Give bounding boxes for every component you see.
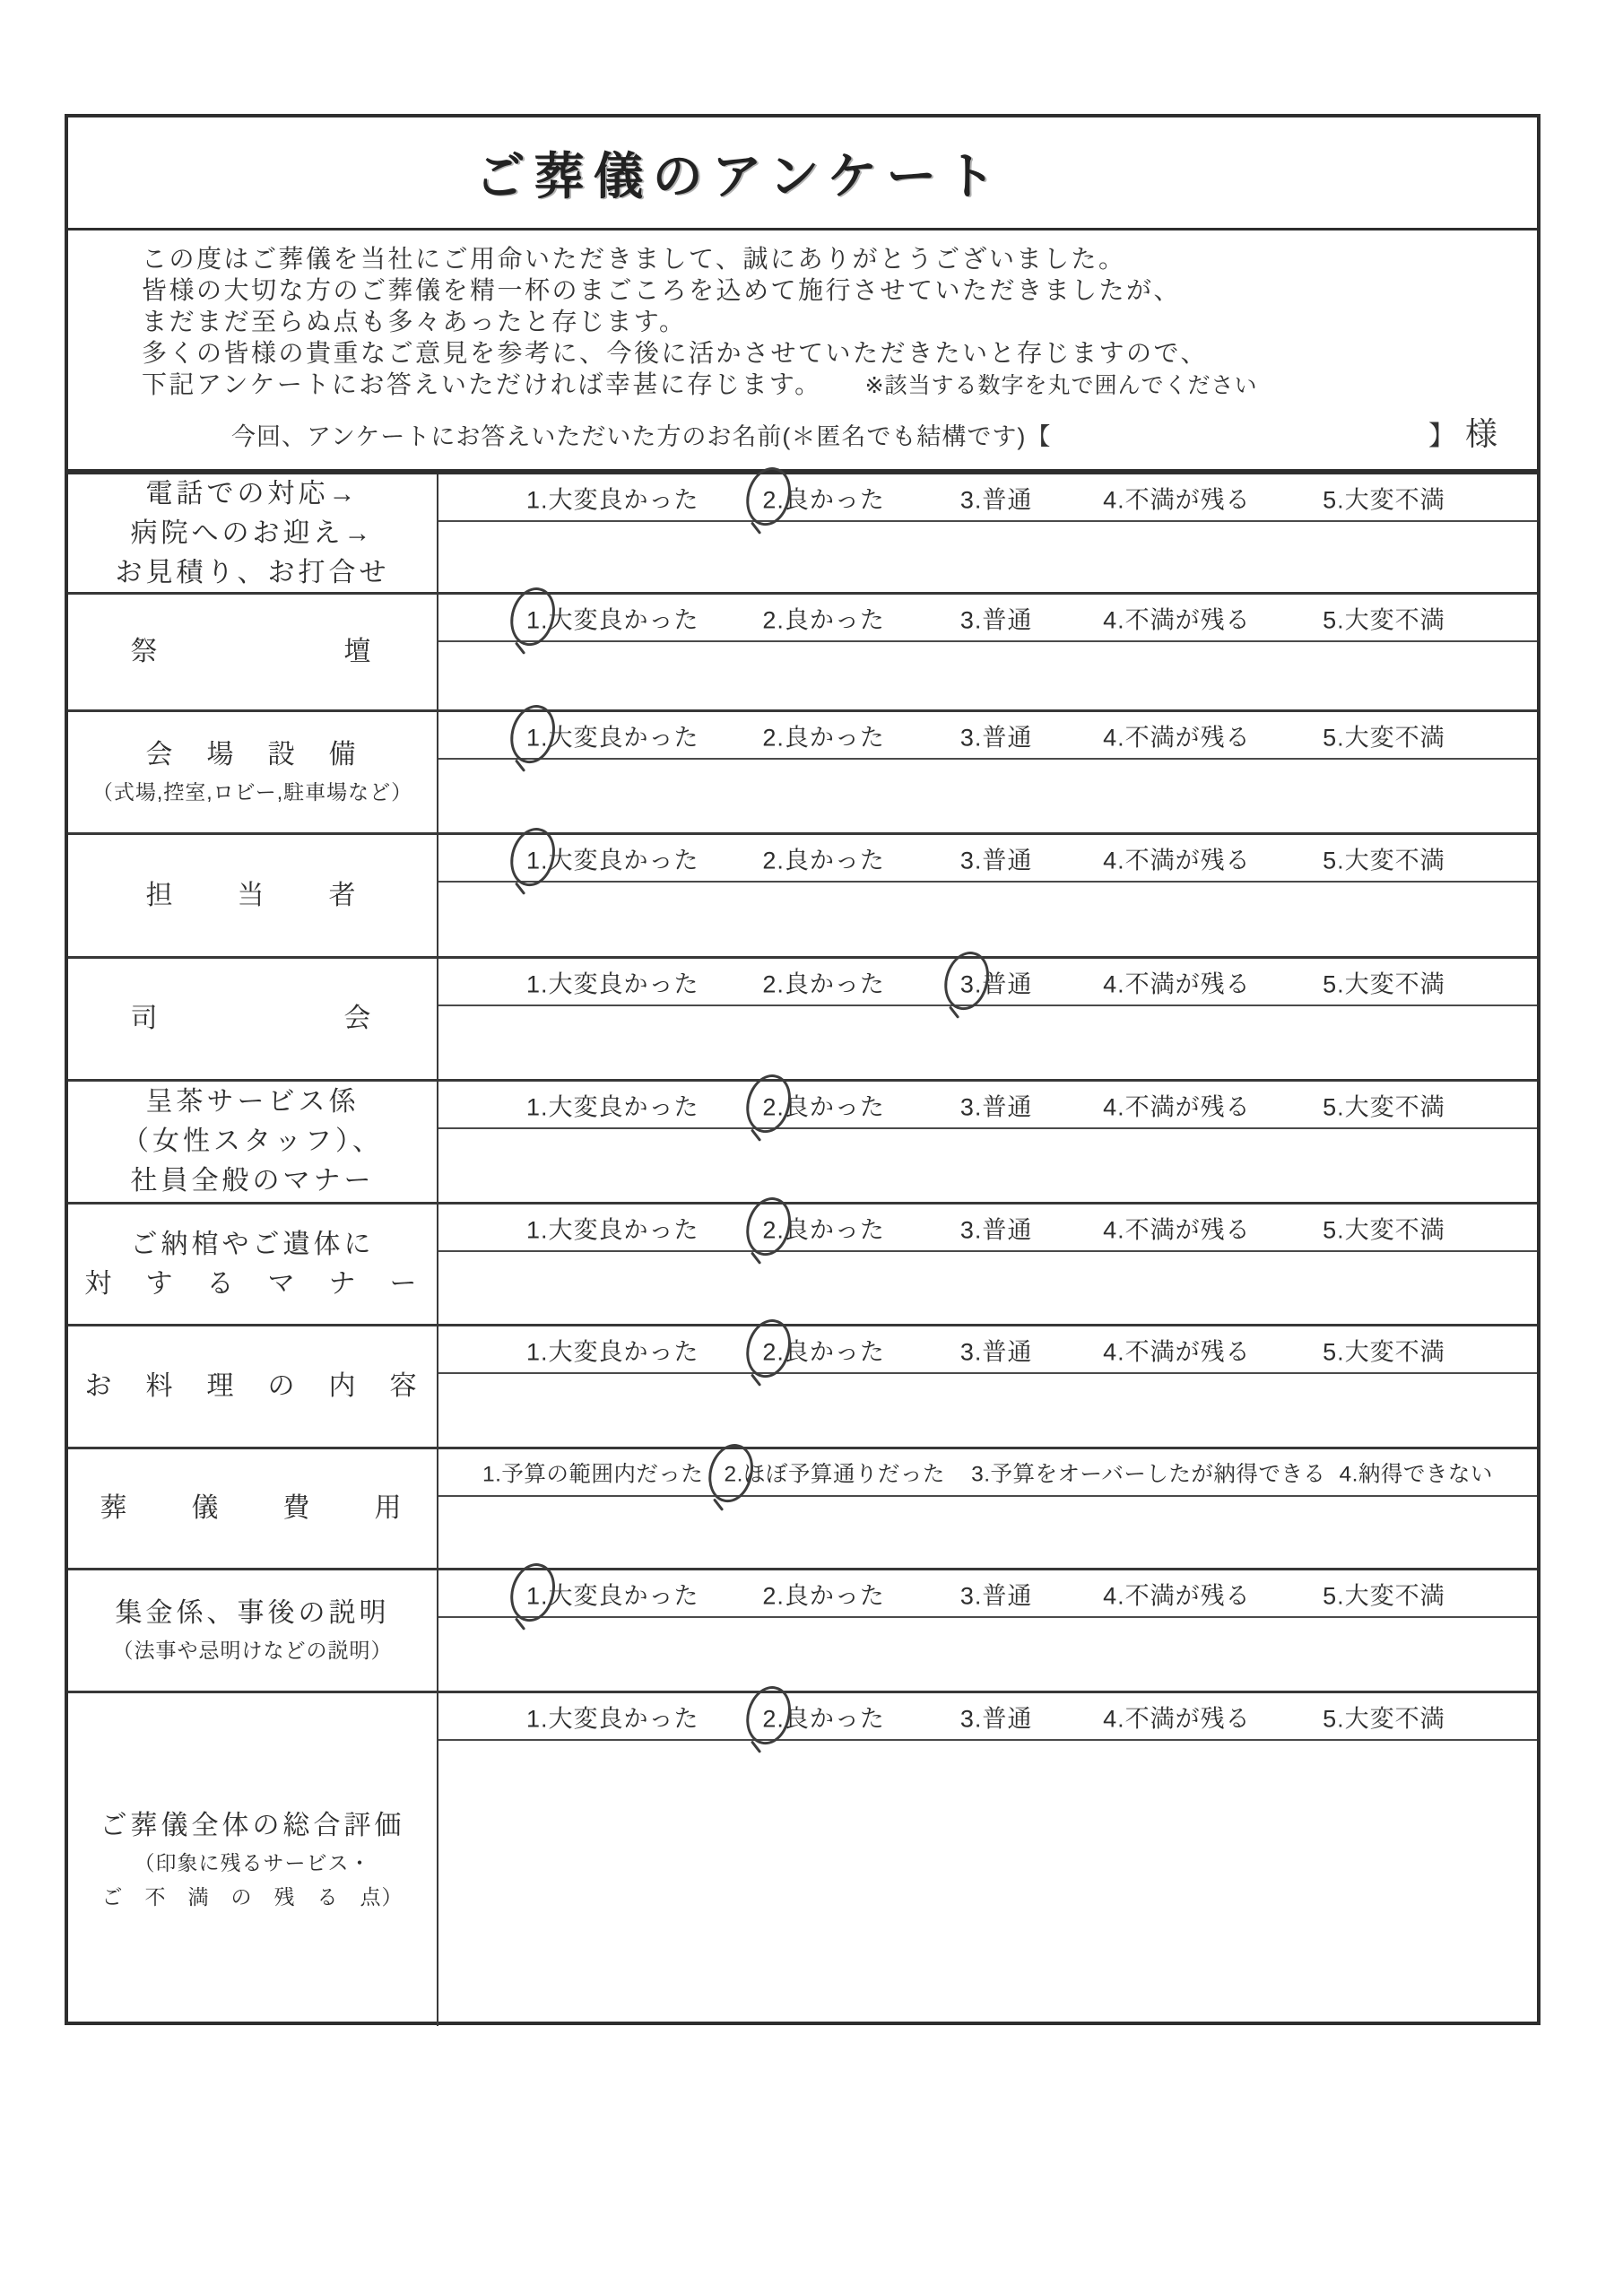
rating-options-line xyxy=(438,1082,1537,1129)
row-label-line: （印象に残るサービス・ xyxy=(134,1850,371,1874)
rating-option: 1.大変良かった xyxy=(526,1705,699,1732)
comment-area xyxy=(438,1252,1537,1324)
comment-area xyxy=(438,883,1537,956)
circle-instruction-note: ※該当する数字を丸で囲んでください xyxy=(864,373,1258,398)
intro-line: 多くの皆様の貴重なご意見を参考に、今後に活かさせていただきたいと存じますので、 xyxy=(142,339,1208,367)
row-label-line: 対 す る マ ナ ー xyxy=(84,1268,421,1299)
row-label-line: ご納棺やご遺体に xyxy=(130,1229,375,1259)
rating-options-line xyxy=(438,959,1537,1006)
row-label-line: （法事や忌明けなどの説明） xyxy=(112,1639,393,1662)
comment-area xyxy=(438,522,1537,592)
row-answer-cell xyxy=(438,595,1537,709)
row-label xyxy=(68,595,438,709)
comment-area xyxy=(438,1497,1537,1568)
intro-line: この度はご葬儀を当社にご用命いただきまして、誠にありがとうございました。 xyxy=(142,245,1126,273)
rating-option: 4.不満が残る xyxy=(1103,970,1251,997)
page-title: ご葬儀のアンケート xyxy=(474,147,1005,204)
rating-option: 3.普通 xyxy=(959,1338,1033,1365)
comment-area xyxy=(438,1618,1537,1691)
rating-options-line xyxy=(438,474,1537,522)
rating-option: 5.大変不満 xyxy=(1323,1093,1445,1120)
row-answer-cell xyxy=(438,1449,1537,1568)
row-label-line: 司 会 xyxy=(130,1004,375,1033)
comment-area xyxy=(438,1741,1537,2026)
rating-option: 4.不満が残る xyxy=(1103,1216,1251,1243)
row-label xyxy=(68,712,438,832)
rating-option: 1.大変良かった xyxy=(526,1216,699,1243)
row-label-line: 祭 壇 xyxy=(130,637,375,666)
rating-option: 4.不満が残る xyxy=(1103,847,1251,874)
rating-options-line xyxy=(438,1449,1537,1497)
rating-option: 5.大変不満 xyxy=(1323,847,1445,874)
rating-option: 5.大変不満 xyxy=(1323,486,1445,513)
row-label-line: 社員全般のマナー xyxy=(130,1166,375,1196)
row-label-line: お見積り、お打合せ xyxy=(115,557,390,587)
rating-option: 3.普通 xyxy=(959,1705,1033,1732)
rating-option: 2.良かった xyxy=(762,847,885,874)
rating-option: 5.大変不満 xyxy=(1323,606,1445,633)
rating-option: 5.大変不満 xyxy=(1323,1705,1445,1732)
rating-option: 4.納得できない xyxy=(1339,1462,1493,1486)
rating-option: 1.大変良かった xyxy=(526,840,699,875)
rating-option: 1.大変良かった xyxy=(526,1576,699,1611)
row-label-line: 電話での対応→ xyxy=(145,478,360,509)
row-answer-cell xyxy=(438,835,1537,956)
row-label-line: 集金係、事後の説明 xyxy=(115,1598,390,1628)
row-label xyxy=(68,1082,438,1202)
row-label-line: ご葬儀全体の総合評価 xyxy=(100,1810,405,1840)
rating-option: 3.普通 xyxy=(959,1093,1033,1120)
row-label-line: お 料 理 の 内 容 xyxy=(84,1371,421,1401)
rating-option: 3.普通 xyxy=(959,606,1033,633)
rating-option: 5.大変不満 xyxy=(1323,970,1445,997)
rating-option: 4.不満が残る xyxy=(1103,1705,1251,1732)
row-label-line: ご 不 満 の 残 る 点） xyxy=(101,1884,404,1909)
honorific-sama: 様 xyxy=(1464,415,1497,452)
rating-option: 3.予算をオーバーしたが納得できる xyxy=(971,1462,1326,1486)
row-answer-cell xyxy=(438,1693,1537,2026)
rating-option: 1.大変良かった xyxy=(526,1338,699,1365)
rating-options-line xyxy=(438,1693,1537,1741)
rating-option: 3.普通 xyxy=(959,1216,1033,1243)
survey-row xyxy=(68,1082,1537,1205)
row-answer-cell xyxy=(438,712,1537,832)
rating-option: 1.大変良かった xyxy=(526,600,699,635)
rating-option: 4.不満が残る xyxy=(1103,1093,1251,1120)
form-header-box xyxy=(65,114,1541,473)
survey-row xyxy=(68,1693,1537,2026)
rating-option: 2.良かった xyxy=(762,724,885,751)
rating-option: 5.大変不満 xyxy=(1323,1216,1445,1243)
rating-option: 2.良かった xyxy=(762,1332,885,1367)
intro-section xyxy=(68,230,1537,469)
survey-row xyxy=(68,1449,1537,1570)
comment-area xyxy=(438,760,1537,832)
rating-option: 5.大変不満 xyxy=(1323,724,1445,751)
rating-option: 2.良かった xyxy=(762,480,885,515)
rating-option: 2.良かった xyxy=(762,970,885,997)
row-label xyxy=(68,1326,438,1447)
row-answer-cell xyxy=(438,959,1537,1079)
row-label xyxy=(68,1693,438,2026)
row-label-line: 病院へのお迎え→ xyxy=(130,517,375,548)
intro-line: まだまだ至らぬ点も多々あったと存じます。 xyxy=(142,308,687,335)
survey-table xyxy=(65,471,1541,2025)
rating-option: 1.大変良かった xyxy=(526,1093,699,1120)
rating-option: 4.不満が残る xyxy=(1103,1338,1251,1365)
rating-option: 2.良かった xyxy=(762,1210,885,1245)
row-answer-cell xyxy=(438,1326,1537,1447)
rating-option: 3.普通 xyxy=(959,486,1033,513)
rating-option: 1.予算の範囲内だった xyxy=(482,1462,704,1486)
respondent-name-line xyxy=(142,415,1510,453)
rating-option: 5.大変不満 xyxy=(1323,1338,1445,1365)
survey-row xyxy=(68,1570,1537,1693)
rating-option: 4.不満が残る xyxy=(1103,486,1251,513)
rating-option: 2.ほぼ予算通りだった xyxy=(725,1457,945,1488)
comment-area xyxy=(438,1129,1537,1202)
rating-options-line xyxy=(438,712,1537,760)
row-answer-cell xyxy=(438,1205,1537,1324)
name-line-close-bracket: 】 xyxy=(1428,422,1456,451)
rating-option: 4.不満が残る xyxy=(1103,1582,1251,1609)
survey-row xyxy=(68,595,1537,712)
survey-row xyxy=(68,1326,1537,1449)
row-label-line: （女性スタッフ）、 xyxy=(122,1126,383,1156)
rating-option: 4.不満が残る xyxy=(1103,606,1251,633)
rating-option: 5.大変不満 xyxy=(1323,1582,1445,1609)
row-answer-cell xyxy=(438,474,1537,592)
comment-area xyxy=(438,1006,1537,1079)
row-label xyxy=(68,1449,438,1568)
rating-option: 4.不満が残る xyxy=(1103,724,1251,751)
rating-option: 2.良かった xyxy=(762,1699,885,1734)
rating-option: 3.普通 xyxy=(959,724,1033,751)
row-answer-cell xyxy=(438,1570,1537,1691)
rating-option: 2.良かった xyxy=(762,1582,885,1609)
intro-line: 皆様の大切な方のご葬儀を精一杯のまごころを込めて施行させていただきましたが、 xyxy=(142,276,1182,304)
survey-row xyxy=(68,712,1537,835)
row-label xyxy=(68,1205,438,1324)
intro-line xyxy=(142,369,1510,402)
rating-option: 3.普通 xyxy=(960,964,1033,999)
row-label xyxy=(68,835,438,956)
rating-options-line xyxy=(438,1205,1537,1252)
rating-option: 2.良かった xyxy=(762,606,885,633)
handwritten-circle-mark xyxy=(702,1439,759,1507)
rating-options-line xyxy=(438,1326,1537,1374)
survey-row xyxy=(68,474,1537,595)
row-label xyxy=(68,1570,438,1691)
intro-line5-text: 下記アンケートにお答えいただければ幸甚に存じます。 xyxy=(142,370,822,398)
row-label-line: （式場,控室,ロビー,駐車場など） xyxy=(91,780,413,804)
rating-option: 2.良かった xyxy=(762,1087,885,1122)
row-label-line: 担 当 者 xyxy=(145,880,360,910)
rating-options-line xyxy=(438,835,1537,883)
survey-row xyxy=(68,959,1537,1082)
rating-option: 1.大変良かった xyxy=(526,718,699,752)
row-label-line: 葬 儀 費 用 xyxy=(100,1493,405,1523)
comment-area xyxy=(438,642,1537,709)
rating-option: 1.大変良かった xyxy=(526,970,699,997)
row-answer-cell xyxy=(438,1082,1537,1202)
rating-options-line xyxy=(438,1570,1537,1618)
rating-options-line xyxy=(438,595,1537,642)
handwritten-circle-mark xyxy=(741,462,797,530)
name-line-prefix: 今回、アンケートにお答えいただいた方のお名前(＊匿名でも結構です)【 xyxy=(231,423,1052,450)
rating-option: 3.普通 xyxy=(959,1582,1033,1609)
title-band xyxy=(68,117,1537,230)
survey-row xyxy=(68,1205,1537,1326)
comment-area xyxy=(438,1374,1537,1447)
rating-option: 3.普通 xyxy=(959,847,1033,874)
row-label-line: 呈茶サービス係 xyxy=(145,1087,360,1117)
row-label-line: 会 場 設 備 xyxy=(145,740,360,770)
rating-option: 1.大変良かった xyxy=(526,486,699,513)
survey-row xyxy=(68,835,1537,959)
row-label xyxy=(68,959,438,1079)
row-label xyxy=(68,474,438,592)
